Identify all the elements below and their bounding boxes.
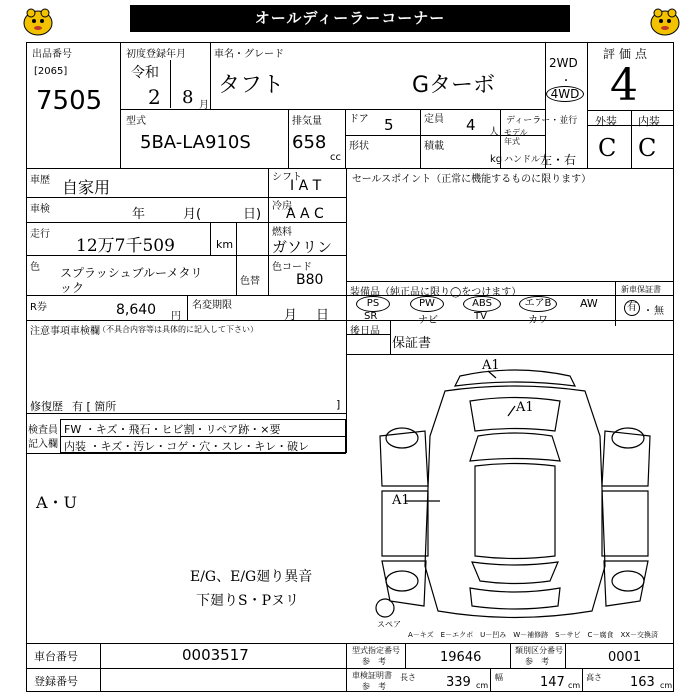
color-value-line1: スプラッシュブルーメタリ bbox=[60, 266, 203, 280]
capacity-unit: 人 bbox=[489, 127, 499, 138]
damage-mark-hood: A1 bbox=[516, 400, 534, 415]
height-label: 高さ bbox=[586, 673, 602, 682]
lot-label: 出品番号 bbox=[32, 49, 72, 60]
equip-navi: ナビ bbox=[418, 315, 438, 326]
score-value: 4 bbox=[610, 60, 638, 111]
doors-value: 5 bbox=[384, 116, 394, 134]
color-code-label: 色コード bbox=[272, 262, 312, 273]
warranty-sep: ・ bbox=[643, 306, 653, 317]
repair-label: 修復歴 bbox=[30, 400, 63, 413]
category-label: 類別区分番号 bbox=[515, 646, 563, 655]
fuel-label: 燃料 bbox=[272, 227, 292, 238]
recycle-unit: 円 bbox=[171, 311, 181, 322]
width-label: 幅 bbox=[495, 673, 503, 682]
attention-label: 注意事項車検欄 bbox=[30, 326, 100, 337]
notes-line2: 下廻りS・Pヌリ bbox=[196, 593, 300, 609]
inspector-label2: 記入欄 bbox=[28, 439, 58, 450]
warranty-no: 無 bbox=[654, 306, 664, 317]
damage-legend: A－キズ E－エクボ U－凹み W－補修跡 S－サビ C－腐食 XX－交換済 bbox=[408, 631, 659, 639]
equip-ps: PS bbox=[356, 296, 390, 312]
shaken-month: 月( bbox=[183, 207, 202, 222]
type-designation-label: 型式指定番号 bbox=[352, 646, 400, 655]
dimensions-label: 車検証明書 bbox=[352, 671, 392, 680]
color-value-line2: ック bbox=[60, 281, 85, 295]
car-grade: Gターボ bbox=[412, 73, 496, 98]
equip-leather: カワ bbox=[528, 315, 548, 326]
recycle-value: 8,640 bbox=[116, 302, 157, 318]
damage-mark-left-side: A1 bbox=[392, 493, 410, 508]
shape-label: 形状 bbox=[349, 141, 369, 152]
shift-value: I A T bbox=[290, 178, 322, 194]
load-label: 積載 bbox=[424, 141, 444, 152]
mascot-right-icon bbox=[645, 3, 685, 37]
drive-2wd: 2WD bbox=[549, 56, 578, 70]
type-designation-value: 19646 bbox=[440, 650, 482, 665]
notes-line1: E/G、E/G廻り異音 bbox=[190, 569, 313, 585]
model-value: 5BA-LA910S bbox=[140, 132, 251, 153]
first-reg-year: 2 bbox=[148, 85, 161, 109]
history-label: 車歴 bbox=[30, 175, 50, 186]
width-unit: cm bbox=[568, 681, 581, 690]
sales-point-label: セールスポイント（正常に機能するものに限ります） bbox=[352, 174, 592, 185]
handle-label: ハンドル bbox=[504, 155, 541, 165]
length-value: 339 bbox=[446, 675, 471, 690]
damage-mark-front-bumper: A1 bbox=[482, 358, 500, 373]
equip-pw: PW bbox=[410, 296, 444, 312]
warranty-yes: 有 bbox=[624, 300, 640, 316]
shaken-day: 日) bbox=[243, 207, 262, 222]
score-label: 評価点 bbox=[603, 47, 652, 61]
history-value: 自家用 bbox=[62, 178, 111, 197]
category-sub: 参 考 bbox=[525, 657, 549, 666]
notes-au: A・U bbox=[36, 493, 78, 512]
first-reg-month-unit: 月 bbox=[199, 100, 209, 111]
model-label: 型式 bbox=[126, 116, 146, 127]
equip-aw: AW bbox=[580, 297, 598, 310]
equip-airbag: エアB bbox=[519, 296, 557, 312]
width-value: 147 bbox=[540, 675, 565, 690]
meigi-label: 名変期限 bbox=[192, 300, 232, 311]
lot-number: 7505 bbox=[36, 86, 103, 116]
first-reg-label: 初度登録年月 bbox=[126, 49, 186, 60]
model-year-label: モデル 年式 bbox=[504, 128, 528, 146]
car-name-label: 車名・グレード bbox=[214, 49, 284, 60]
shift-label: シフト bbox=[272, 172, 302, 183]
mileage-label: 走行 bbox=[30, 229, 50, 240]
equip-sr: SR bbox=[364, 311, 378, 322]
spare-label: スペア bbox=[377, 620, 401, 629]
dealer-label: ディーラー・並行 bbox=[506, 116, 578, 126]
car-name: タフト bbox=[218, 73, 285, 98]
warranty-label: 新車保証書 bbox=[621, 285, 661, 294]
ac-value: A A C bbox=[286, 206, 324, 222]
equip-abs: ABS bbox=[463, 296, 501, 312]
displacement-value: 658 bbox=[292, 132, 327, 153]
repaint-label: 色替 bbox=[240, 276, 260, 287]
drive-sep: ・ bbox=[561, 76, 571, 87]
score-ext: C bbox=[598, 134, 617, 162]
color-code: B80 bbox=[296, 272, 324, 288]
meigi-month: 月 bbox=[284, 308, 298, 323]
height-value: 163 bbox=[630, 675, 655, 690]
fuel-value: ガソリン bbox=[272, 238, 333, 256]
capacity-label: 定員 bbox=[424, 114, 444, 125]
score-int: C bbox=[638, 134, 657, 162]
category-value: 0001 bbox=[608, 650, 642, 665]
displacement-label: 排気量 bbox=[292, 116, 322, 127]
mileage-value: 12万7千509 bbox=[76, 236, 175, 256]
dimensions-sub: 参 考 bbox=[362, 682, 386, 691]
type-designation-sub: 参 考 bbox=[362, 657, 386, 666]
inspector-row2: 内装 ・キズ・汚レ・コゲ・穴・スレ・キレ・破レ bbox=[64, 440, 310, 453]
inspector-row1: FW ・キズ・飛石・ヒビ割・リペア跡・×要 bbox=[64, 423, 281, 436]
page-title: オールディーラーコーナー bbox=[130, 5, 570, 32]
doors-label: ドア bbox=[349, 114, 369, 125]
lot-sub: [2065] bbox=[34, 66, 68, 77]
length-unit: cm bbox=[476, 681, 489, 690]
handle-value: 左・右 bbox=[540, 153, 577, 167]
first-reg-month: 8 bbox=[182, 87, 194, 108]
shaken-label: 車検 bbox=[30, 204, 50, 215]
registration-label: 登録番号 bbox=[34, 675, 78, 688]
load-unit: kg bbox=[490, 154, 503, 165]
equipment-label: 装備品（純正品に限り◯をつけます） bbox=[350, 287, 522, 298]
mascot-left-icon bbox=[18, 3, 58, 37]
displacement-unit: cc bbox=[330, 152, 341, 163]
drive-4wd: 4WD bbox=[546, 86, 584, 102]
color-label: 色 bbox=[30, 262, 40, 273]
capacity-value: 4 bbox=[466, 116, 476, 134]
score-int-label: 内装 bbox=[638, 115, 660, 128]
recycle-label: R券 bbox=[30, 302, 47, 313]
shaken-year: 年 bbox=[132, 207, 146, 222]
chassis-value: 0003517 bbox=[182, 646, 249, 664]
length-label: 長さ bbox=[400, 673, 416, 682]
repair-end: ] bbox=[336, 398, 341, 411]
attention-note: （不具合内容等は具体的に記入して下さい） bbox=[98, 325, 258, 334]
height-unit: cm bbox=[660, 681, 673, 690]
score-ext-label: 外装 bbox=[595, 115, 617, 128]
equip-tv: TV bbox=[474, 311, 487, 322]
chassis-label: 車台番号 bbox=[34, 650, 78, 663]
after-items-label: 後日品 bbox=[350, 326, 380, 337]
ac-label: 冷房 bbox=[272, 201, 292, 212]
first-reg-era: 令和 bbox=[131, 65, 159, 81]
mileage-unit: km bbox=[216, 238, 234, 251]
meigi-day: 日 bbox=[316, 308, 330, 323]
repair-value: 有 [ 箇所 bbox=[72, 400, 117, 413]
after-items-value: 保証書 bbox=[392, 336, 432, 351]
inspector-label1: 検査員 bbox=[28, 425, 58, 436]
